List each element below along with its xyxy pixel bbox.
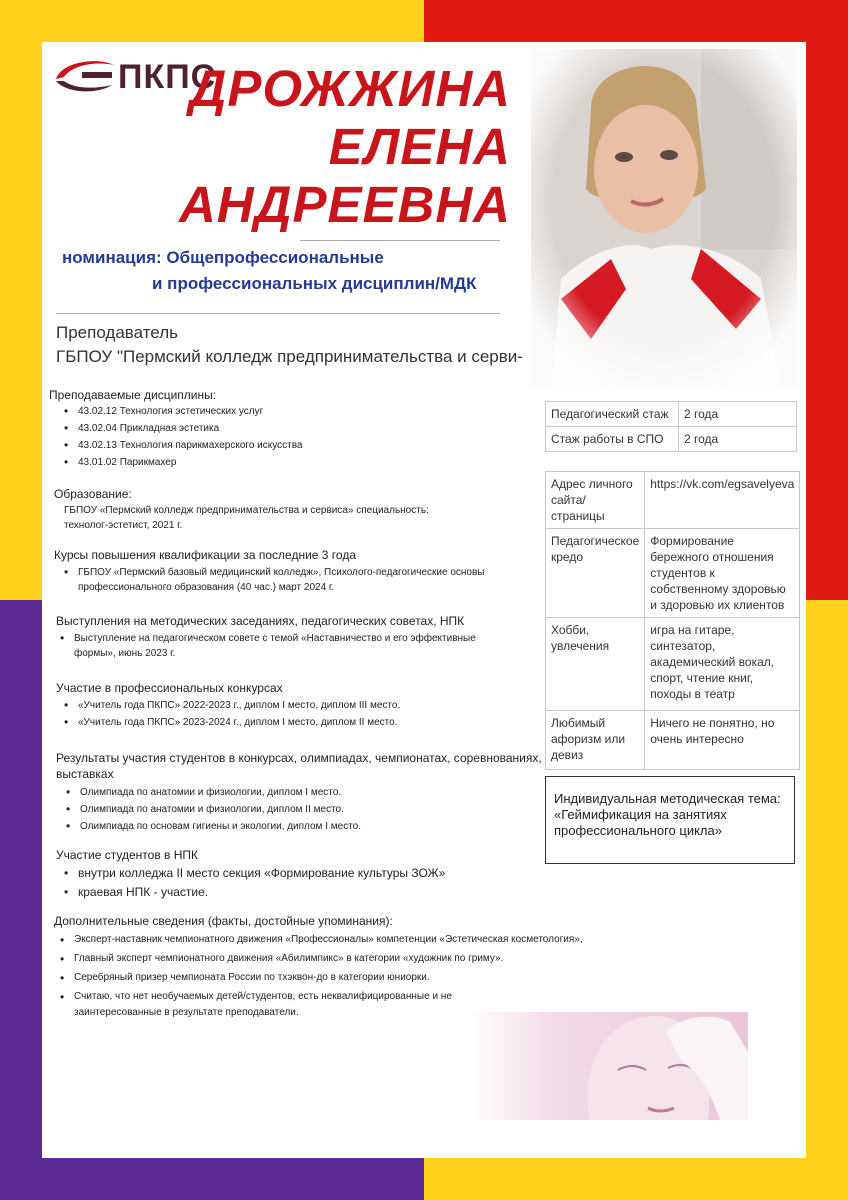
talks-list: [60, 631, 515, 661]
list-item: • Главный эксперт чемпионатного движения «Абилимпикс» в категории «художник по гриму».: [60, 951, 620, 967]
table-cell-label: Стаж работы в СПО: [546, 427, 679, 452]
table-cell-label: Любимый афоризм или девиз: [546, 711, 645, 770]
list-item: • Эксперт-наставник чемпионатного движения «Профессионалы» компетенции «Эстетическая косметология»,: [60, 932, 620, 948]
frame-yellow-left: [0, 0, 42, 600]
courses-title: Курсы повышения квалификации за последние 3 года: [54, 548, 357, 562]
list-item: • Выступление на педагогическом совете с темой «Наставничество и его эффективные формы», июнь 2023 г.: [60, 631, 515, 661]
frame-purple-left: [0, 600, 42, 1200]
divider-bottom: [56, 313, 500, 314]
experience-table: [545, 401, 797, 452]
frame-yellow-right: [806, 600, 848, 1200]
student-results-title-1: Результаты участия студентов в конкурсах, олимпиадах, чемпионатах, соревнованиях,: [56, 751, 542, 765]
table-row: [546, 529, 800, 618]
patronymic: АНДРЕЕВНА: [178, 176, 511, 233]
contests-list: [64, 697, 400, 731]
extra-list: [60, 932, 620, 1021]
frame-purple-bottom-left: [0, 1158, 424, 1200]
contests-title: Участие в профессиональных конкурсах: [56, 681, 283, 695]
logo-text: ПКПС: [118, 58, 217, 96]
talks-title: Выступления на методических заседаниях, педагогических советах, НПК: [56, 614, 465, 628]
table-cell-value: 2 года: [679, 427, 797, 452]
table-row: [546, 711, 800, 770]
extra-title: Дополнительные сведения (факты, достойные упоминания):: [54, 914, 393, 928]
student-results-title-2: выставках: [56, 767, 114, 781]
disciplines-list: [64, 403, 302, 471]
logo-swoosh-icon: [52, 55, 116, 99]
method-theme-box: [545, 776, 795, 864]
table-cell-label: Хобби, увлечения: [546, 618, 645, 711]
frame-yellow-bottom-right: [424, 1158, 848, 1200]
list-item: • Серебряный призер чемпионата России по тхэквон-до в категории юниорки.: [60, 970, 620, 986]
table-cell-value: игра на гитаре, синтезатор, академический вокал, спорт, чтение книг, походы в театр: [645, 618, 800, 711]
list-item: • «Учитель года ПКПС» 2022-2023 г., диплом I место, диплом III место.: [64, 697, 400, 714]
last-name: ДРОЖЖИНА: [189, 60, 511, 117]
education-text-2: технолог-эстетист, 2021 г.: [64, 520, 183, 531]
list-item: • ГБПОУ «Пермский базовый медицинский колледж», Психолого-педагогические основы профессионального образования (40 час.) март 2024 г.: [64, 565, 524, 595]
list-item: • краевая НПК - участие.: [64, 883, 445, 902]
frame-red-right: [806, 0, 848, 600]
education-title: Образование:: [54, 487, 132, 501]
table-row: [546, 402, 797, 427]
cosmetology-illustration: [470, 1012, 748, 1120]
frame-yellow-top-left: [0, 0, 424, 42]
list-item: • 43.02.12 Технология эстетических услуг: [64, 403, 302, 420]
position-title: Преподаватель: [56, 323, 178, 342]
portrait-photo: [531, 49, 797, 387]
education-text-1: ГБПОУ «Пермский колледж предпринимательства и сервиса» специальность:: [64, 505, 429, 516]
table-row: [546, 472, 800, 529]
method-theme-title: Индивидуальная методическая тема:: [554, 791, 781, 806]
profile-table: [545, 471, 800, 770]
table-row: [546, 427, 797, 452]
student-npk-title: Участие студентов в НПК: [56, 848, 199, 862]
table-cell-value: Формирование бережного отношения студентов к собственному здоровью и здоровью их клиентов: [645, 529, 800, 618]
disciplines-title: Преподаваемые дисциплины:: [49, 388, 217, 402]
courses-list: [64, 565, 524, 595]
table-row: [546, 618, 800, 711]
table-cell-label: Педагогическое кредо: [546, 529, 645, 618]
nomination-line1: номинация: Общепрофессиональные: [62, 248, 384, 267]
position-org: ГБПОУ "Пермский колледж предпринимательства и серви-: [56, 347, 523, 366]
nomination-line2: и профессиональных дисциплин/МДК: [152, 274, 477, 293]
frame-red-top-right: [424, 0, 848, 42]
table-cell-label: Педагогический стаж: [546, 402, 679, 427]
list-item: • Олимпиада по основам гигиены и экологии, диплом I место.: [66, 818, 361, 835]
table-cell-value: Ничего не понятно, но очень интересно: [645, 711, 800, 770]
student-npk-list: [64, 864, 445, 902]
table-cell-label: Адрес личного сайта/страницы: [546, 472, 645, 529]
list-item: • Олимпиада по анатомии и физиологии, диплом II место.: [66, 801, 361, 818]
list-item: • 43.02.13 Технология парикмахерского искусства: [64, 437, 302, 454]
list-item: • «Учитель года ПКПС» 2023-2024 г., диплом I место, диплом II место.: [64, 714, 400, 731]
first-name: ЕЛЕНА: [328, 118, 511, 175]
method-theme-text: «Геймификация на занятиях профессионального цикла»: [554, 807, 727, 838]
divider-top: [300, 240, 500, 241]
table-cell-value: 2 года: [679, 402, 797, 427]
list-item: • Считаю, что нет необучаемых детей/студентов, есть неквалифицированные и не заинтересованные в результате преподаватели.: [60, 989, 454, 1021]
list-item: • 43.02.04 Прикладная эстетика: [64, 420, 302, 437]
list-item: • 43.01.02 Парикмахер: [64, 454, 302, 471]
list-item: • внутри колледжа II место секция «Формирование культуры ЗОЖ»: [64, 864, 445, 883]
student-results-list: [66, 784, 361, 835]
table-cell-value[interactable]: https://vk.com/egsavelyeva: [645, 472, 800, 529]
list-item: • Олимпиада по анатомии и физиологии, диплом I место.: [66, 784, 361, 801]
